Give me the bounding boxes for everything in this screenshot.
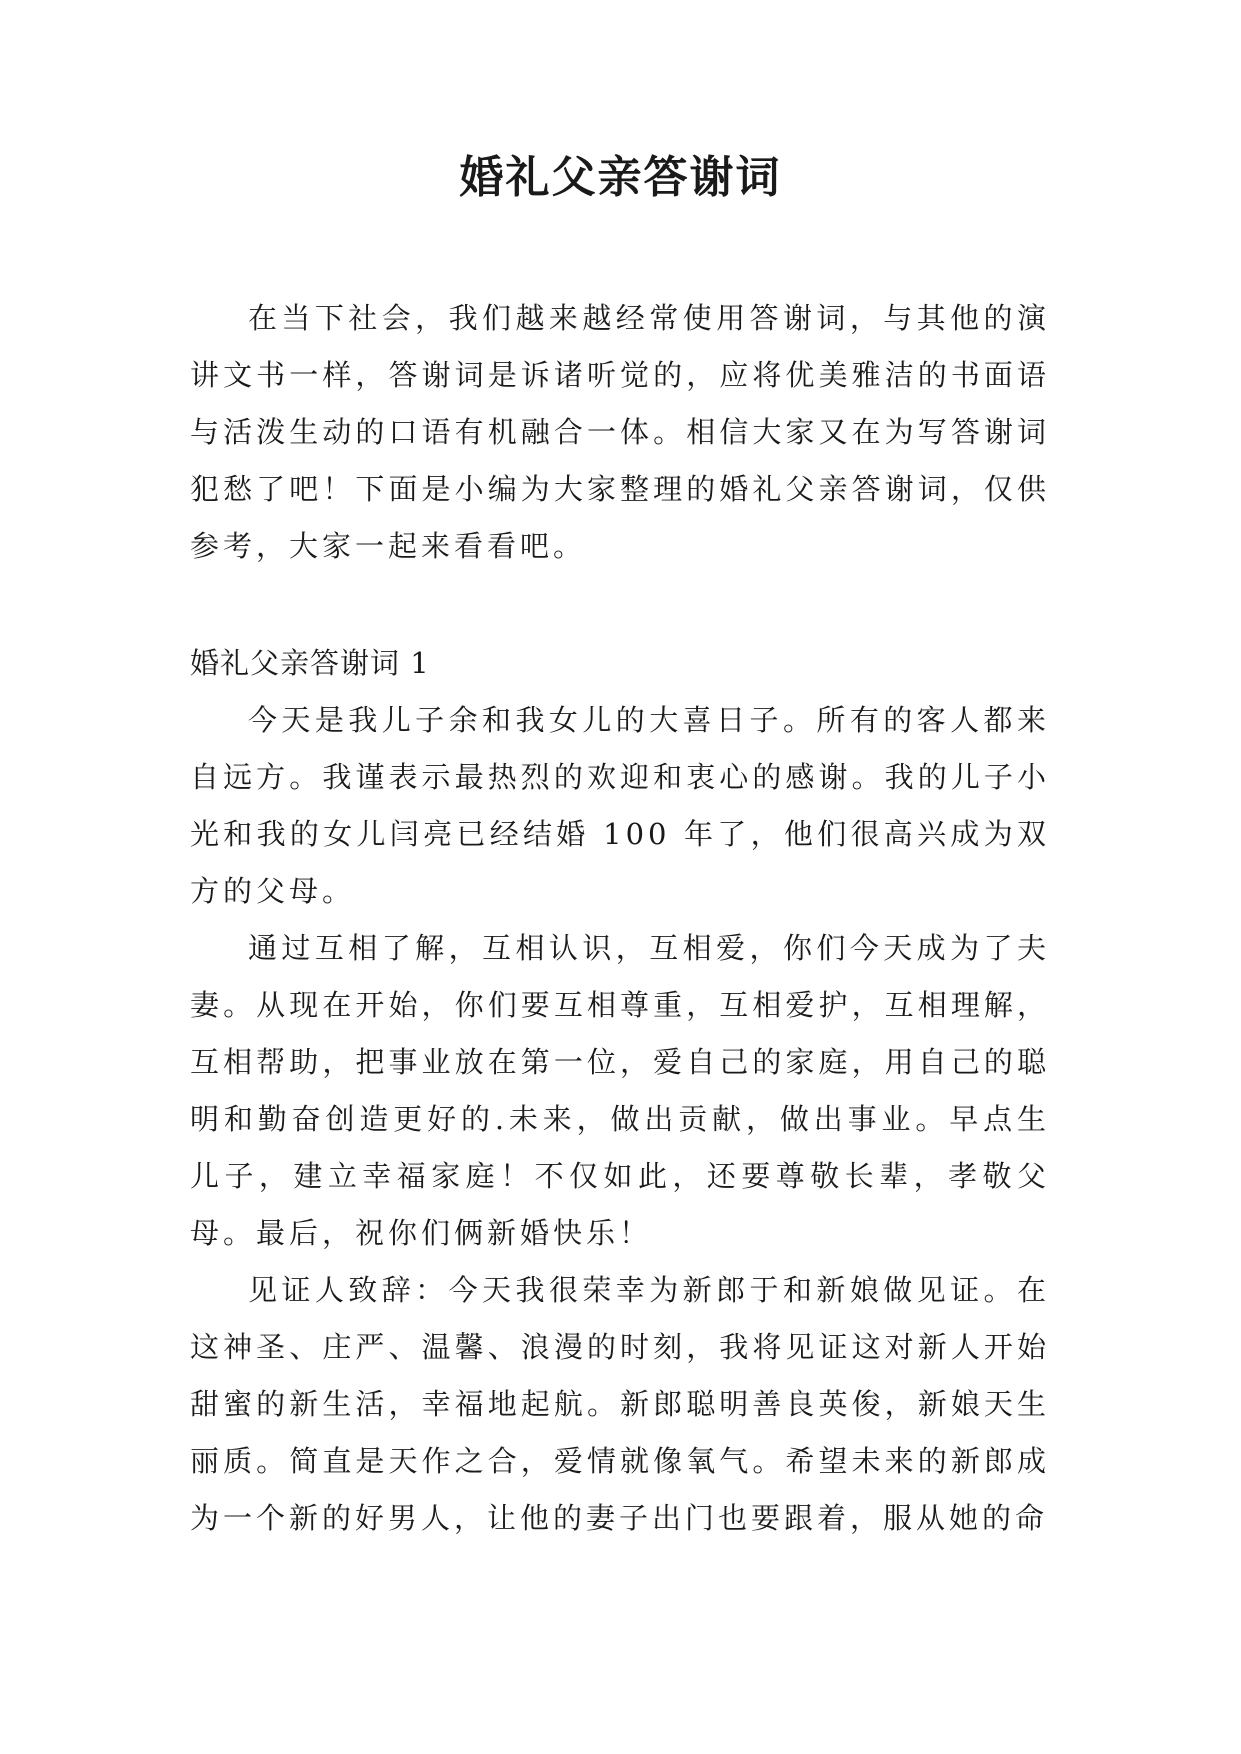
body-paragraph: 今天是我儿子余和我女儿的大喜日子。所有的客人都来自远方。我谨表示最热烈的欢迎和衷心的感谢。我的儿子小光和我的女儿闫亮已经结婚 100 年了，他们很高兴成为双方的父母。 bbox=[190, 703, 1050, 908]
body-paragraph: 见证人致辞：今天我很荣幸为新郎于和新娘做见证。在这神圣、庄严、温馨、浪漫的时刻，我将见证这对新人开始甜蜜的新生活，幸福地起航。新郎聪明善良英俊，新娘天生丽质。简直是天作之合，爱情就像氧气。希望未来的新郎成为一个新的好男人，让他的妻子出门也要跟着，服从她的命 bbox=[190, 1273, 1050, 1535]
body-paragraph: 通过互相了解，互相认识，互相爱，你们今天成为了夫妻。从现在开始，你们要互相尊重，互相爱护，互相理解，互相帮助，把事业放在第一位，爱自己的家庭，用自己的聪明和勤奋创造更好的.未来，做出贡献，做出事业。早点生儿子，建立幸福家庭！不仅如此，还要尊敬长辈，孝敬父母。最后，祝你们俩新婚快乐！ bbox=[190, 931, 1050, 1250]
document-body bbox=[190, 290, 1050, 1547]
document-title: 婚礼父亲答谢词 bbox=[459, 152, 782, 203]
section-heading: 婚礼父亲答谢词 1 bbox=[190, 646, 430, 680]
intro-paragraph: 在当下社会，我们越来越经常使用答谢词，与其他的演讲文书一样，答谢词是诉诸听觉的，应将优美雅洁的书面语与活泼生动的口语有机融合一体。相信大家又在为写答谢词犯愁了吧！下面是小编为大家整理的婚礼父亲答谢词，仅供参考，大家一起来看看吧。 bbox=[190, 301, 1050, 563]
